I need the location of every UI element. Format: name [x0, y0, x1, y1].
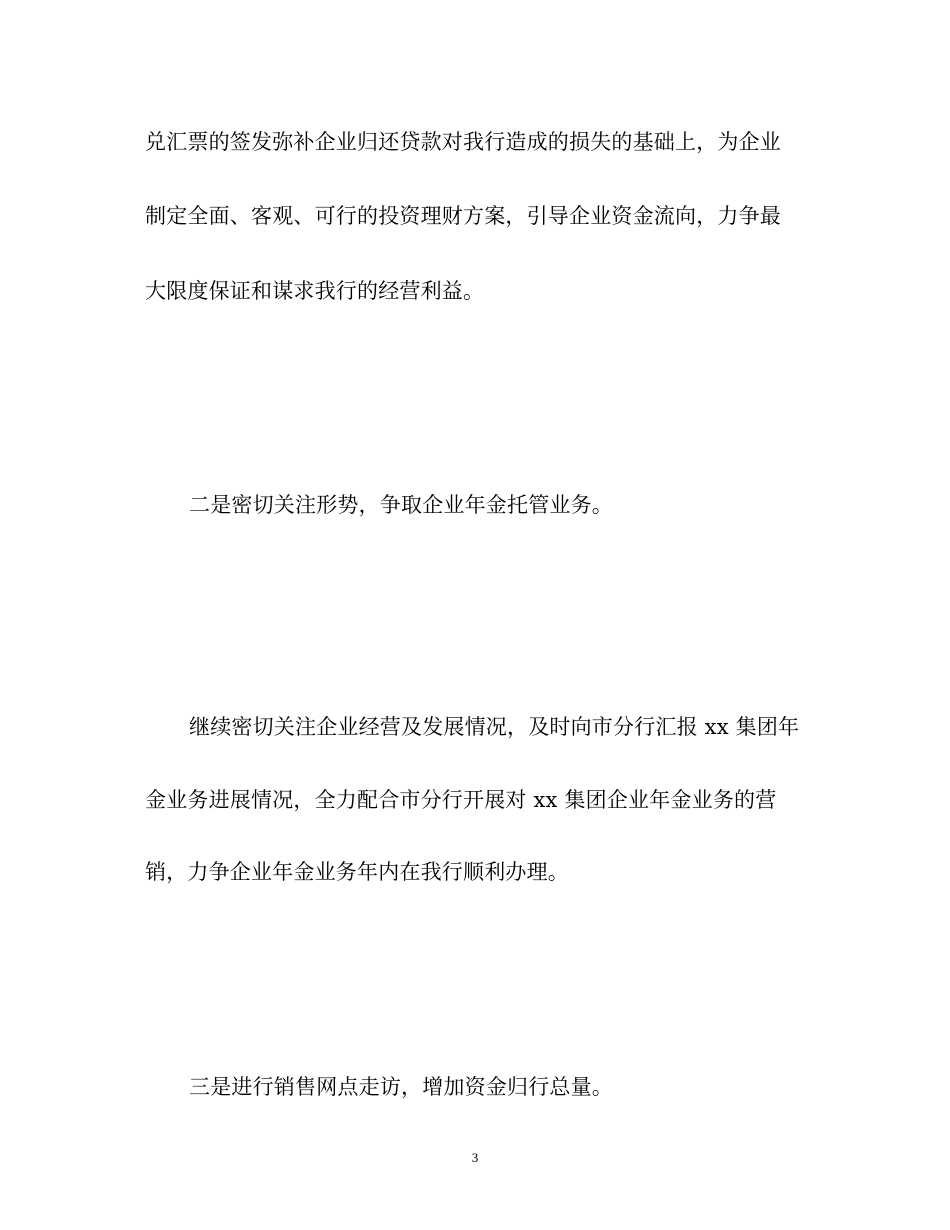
- paragraph-3-line-2: 金业务进展情况，全力配合市分行开展对 xx 集团企业年金业务的营: [145, 788, 777, 812]
- paragraph-1-line-3: 大限度保证和谋求我行的经营利益。: [145, 279, 485, 303]
- paragraph-3-line-3: 销，力争企业年金业务年内在我行顺利办理。: [145, 860, 569, 884]
- paragraph-1-line-1: 兑汇票的签发弥补企业归还贷款对我行造成的损失的基础上，为企业: [145, 130, 781, 154]
- heading-3-line: 三是进行销售网点走访，增加资金归行总量。: [189, 1075, 613, 1099]
- heading-2-line: 二是密切关注形势，争取企业年金托管业务。: [189, 493, 613, 517]
- page-number: 3: [471, 1150, 479, 1165]
- paragraph-3-line-1: 继续密切关注企业经营及发展情况，及时向市分行汇报 xx 集团年: [189, 715, 800, 739]
- paragraph-1-line-2: 制定全面、客观、可行的投资理财方案，引导企业资金流向，力争最: [145, 204, 781, 228]
